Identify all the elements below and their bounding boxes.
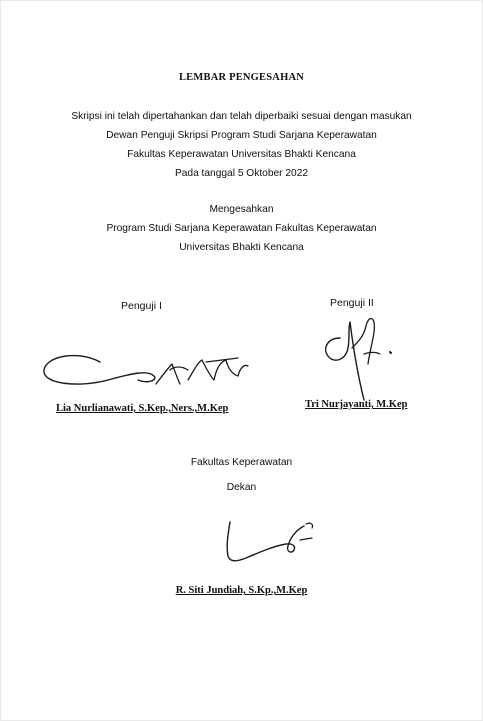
approval-university: Universitas Bhakti Kencana <box>179 242 304 253</box>
examiner-1-name: Lia Nurlianawati, S.Kep.,Ners.,M.Kep <box>56 403 229 414</box>
statement-line-2: Dewan Penguji Skripsi Program Studi Sarjana Keperawatan <box>106 130 377 141</box>
examiner-2-name: Tri Nurjayanti, M.Kep <box>305 399 408 410</box>
statement-line-1: Skripsi ini telah dipertahankan dan telah diperbaiki sesuai dengan masukan <box>71 111 412 122</box>
examiner-2-signature <box>318 308 408 408</box>
document-title: LEMBAR PENGESAHAN <box>178 72 305 83</box>
approval-heading: Mengesahkan <box>209 204 274 215</box>
statement-date: Pada tanggal 5 Oktober 2022 <box>174 168 309 179</box>
dean-name: R. Siti Jundiah, S.Kp.,M.Kep <box>175 585 308 596</box>
dean-position: Dekan <box>226 482 257 493</box>
approval-program: Program Studi Sarjana Keperawatan Fakultas Keperawatan <box>106 223 377 234</box>
examiner-1-signature <box>38 340 258 400</box>
examiner-2-role: Penguji II <box>330 297 374 309</box>
dean-signature <box>216 512 326 572</box>
statement-line-3: Fakultas Keperawatan Universitas Bhakti Kencana <box>127 149 356 160</box>
faculty-name: Fakultas Keperawatan <box>190 457 293 468</box>
examiner-1-role: Penguji I <box>121 300 162 312</box>
